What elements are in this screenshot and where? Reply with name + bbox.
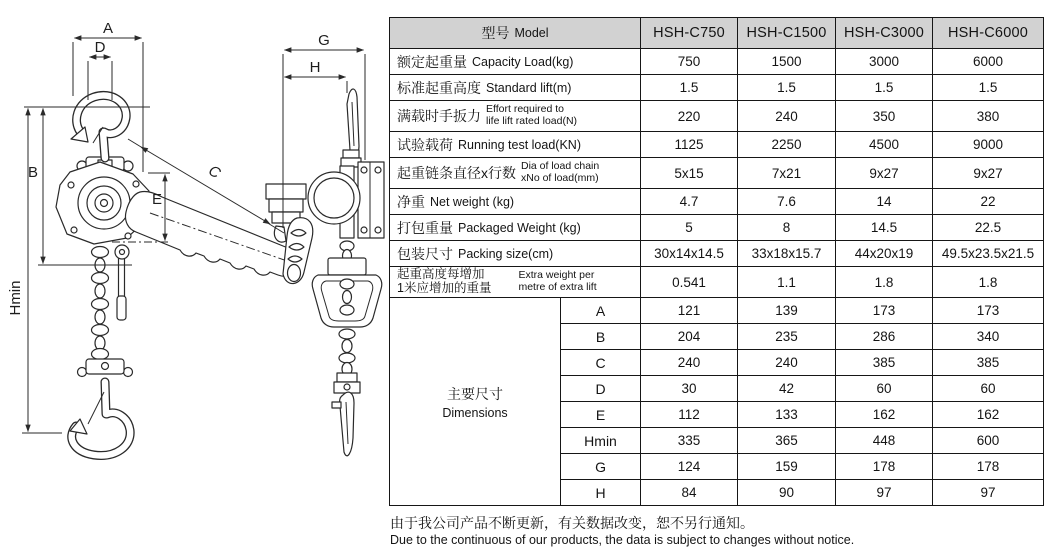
dim-label-c: C [205,162,224,183]
spec-row-effort [390,101,1044,132]
value-cell: 240 [738,350,836,376]
value-cell: 204 [641,324,738,350]
side-hook-nut [343,150,359,158]
value-cell: 44x20x19 [836,241,933,267]
value-cell: 385 [836,350,933,376]
row-label-zh-line2: 1米应增加的重量 [397,281,492,295]
row-label-zh: 包装尺寸 [397,245,453,262]
row-label-en: Standard lift(m) [486,80,572,95]
value-cell: 5 [641,215,738,241]
value-cell: 42 [738,376,836,402]
row-label [390,241,641,267]
row-label [390,75,641,101]
row-label-en: Capacity Load(kg) [472,54,574,69]
row-label-zh: 试验载荷 [397,136,453,153]
spec-row-packing-size [390,241,1044,267]
spec-row-standard-lift [390,75,1044,101]
value-cell: 2250 [738,132,836,158]
table-header-row [390,18,1044,49]
side-guide-block [266,184,306,199]
dim-label-a: A [102,20,114,37]
bottom-bracket-bolt [102,363,109,370]
value-cell: 1.5 [933,75,1044,101]
value-cell: 220 [641,101,738,132]
selector-rod [115,245,129,320]
footer-note [389,515,1045,548]
row-label [390,49,641,75]
row-label-zh: 标准起重高度 [397,79,481,96]
bottom-bracket-ear-left [78,368,87,377]
value-cell: 49.5x23.5x21.5 [933,241,1044,267]
value-cell: 3000 [836,49,933,75]
value-cell: 1.8 [836,267,933,298]
row-label [390,189,641,215]
housing-bolt [68,182,74,188]
dim-label-e: E [151,191,163,208]
value-cell: 162 [836,402,933,428]
value-cell: 60 [836,376,933,402]
value-cell: 340 [933,324,1044,350]
dim-label-d: D [94,39,106,56]
dimensions-header-cell [390,298,561,506]
value-cell: 178 [836,454,933,480]
value-cell: 22 [933,189,1044,215]
technical-drawing [0,0,390,550]
table-pane [389,17,1045,548]
row-label-zh: 打包重量 [397,219,453,236]
value-cell: 350 [836,101,933,132]
value-cell: 139 [738,298,836,324]
model-header: HSH-C750 [641,18,738,49]
value-cell: 9x27 [836,158,933,189]
model-header: HSH-C6000 [933,18,1044,49]
value-cell: 33x18x15.7 [738,241,836,267]
value-cell: 121 [641,298,738,324]
dimensions-label-zh: 主要尺寸 [447,385,503,402]
row-label-en: Packing size(cm) [458,246,554,261]
bottom-bracket-ear-right [124,368,133,377]
value-cell: 1.5 [738,75,836,101]
value-cell: 124 [641,454,738,480]
footer-note-en: Due to the continuous of our products, the data is subject to changes without notice. [390,532,855,547]
row-label-zh: 起重链条直径x行数 [397,165,516,181]
spec-row-extra-weight [390,267,1044,298]
value-cell: 97 [836,480,933,506]
dim-letter-cell: Hmin [561,428,641,454]
value-cell: 0.541 [641,267,738,298]
row-label-en-line1: Dia of load chain [521,160,600,173]
value-cell: 159 [738,454,836,480]
stirrup-top-block [328,258,366,275]
row-label-zh-line1: 起重高度每增加 [397,267,485,282]
model-label-zh: 型号 [481,25,510,41]
value-cell: 385 [933,350,1044,376]
row-label [390,132,641,158]
row-label-en [486,104,577,127]
dim-label-g: G [318,32,330,49]
row-label-en-line2: xNo of load(mm) [521,172,599,184]
value-cell: 30x14x14.5 [641,241,738,267]
value-cell: 750 [641,49,738,75]
value-cell: 4500 [836,132,933,158]
value-cell: 286 [836,324,933,350]
row-label-en-line2: life lift rated load(N) [486,115,578,127]
load-chain [92,247,109,360]
dim-label-b: B [27,164,39,181]
value-cell: 600 [933,428,1044,454]
dimensions-label-en: Dimensions [442,405,508,420]
housing-bolt [125,233,131,239]
value-cell: 14 [836,189,933,215]
dim-letter-cell: D [561,376,641,402]
value-cell: 173 [933,298,1044,324]
dim-letter-cell: C [561,350,641,376]
dim-letter-cell: H [561,480,641,506]
model-label-cell [390,18,641,49]
model-header: HSH-C3000 [836,18,933,49]
value-cell: 235 [738,324,836,350]
value-cell: 1.1 [738,267,836,298]
value-cell: 1125 [641,132,738,158]
spec-row-packaged-weight [390,215,1044,241]
value-cell: 60 [933,376,1044,402]
value-cell: 178 [933,454,1044,480]
value-cell: 7.6 [738,189,836,215]
housing-bolt [71,227,77,233]
row-label-en-line2: metre of extra lift [518,281,597,293]
housing-bolt [133,181,139,187]
value-cell: 90 [738,480,836,506]
row-label [390,158,641,189]
side-guide-block [269,199,303,212]
row-label [390,101,641,132]
value-cell: 240 [641,350,738,376]
value-cell: 97 [933,480,1044,506]
value-cell: 30 [641,376,738,402]
row-label-zh: 额定起重量 [397,53,467,70]
value-cell: 240 [738,101,836,132]
value-cell: 173 [836,298,933,324]
spec-row-test-load [390,132,1044,158]
spec-row-capacity [390,49,1044,75]
side-swivel [337,373,357,382]
side-hook-tab [332,402,341,408]
row-label-en: Packaged Weight (kg) [458,220,581,235]
value-cell: 1.5 [641,75,738,101]
row-label [390,267,641,298]
value-cell: 1.8 [933,267,1044,298]
row-label-en: Running test load(KN) [458,137,581,152]
value-cell: 9x27 [933,158,1044,189]
value-cell: 7x21 [738,158,836,189]
model-header: HSH-C1500 [738,18,836,49]
side-frame-plate [358,162,384,238]
value-cell: 22.5 [933,215,1044,241]
value-cell: 14.5 [836,215,933,241]
value-cell: 8 [738,215,836,241]
row-label-zh: 满载时手扳力 [397,108,481,124]
value-cell: 5x15 [641,158,738,189]
value-cell: 380 [933,101,1044,132]
value-cell: 84 [641,480,738,506]
top-hook [71,95,126,158]
dim-label-hmin: Hmin [7,280,24,316]
value-cell: 6000 [933,49,1044,75]
bottom-hook [70,382,130,455]
dim-letter-cell: G [561,454,641,480]
hoist-drawing-svg [0,0,390,550]
row-label-en [521,161,599,184]
value-cell: 1.5 [836,75,933,101]
row-label-zh: 净重 [397,193,425,210]
row-label-en-line1: Effort required to [486,103,565,116]
value-cell: 1500 [738,49,836,75]
dim-letter-cell: E [561,402,641,428]
row-label-en [518,270,596,293]
footer-note-zh: 由于我公司产品不断更新，有关数据改变，恕不另行通知。 [390,515,754,531]
row-label-en-line1: Extra weight per [518,269,595,282]
value-cell: 162 [933,402,1044,428]
model-label-en: Model [514,26,549,40]
row-label-zh [397,268,491,296]
row-label [390,215,641,241]
side-view [266,89,384,456]
row-label-en: Net weight (kg) [430,194,515,209]
spec-row-chain-dia [390,158,1044,189]
front-view [56,95,300,455]
side-lever-grip [283,218,313,284]
dimension-row-a [390,298,1044,324]
value-cell: 9000 [933,132,1044,158]
value-cell: 448 [836,428,933,454]
value-cell: 365 [738,428,836,454]
dim-letter-cell: A [561,298,641,324]
dim-label-h: H [309,59,321,76]
spec-row-net-weight [390,189,1044,215]
spec-table [389,17,1044,506]
value-cell: 133 [738,402,836,428]
value-cell: 112 [641,402,738,428]
value-cell: 4.7 [641,189,738,215]
value-cell: 335 [641,428,738,454]
dim-letter-cell: B [561,324,641,350]
